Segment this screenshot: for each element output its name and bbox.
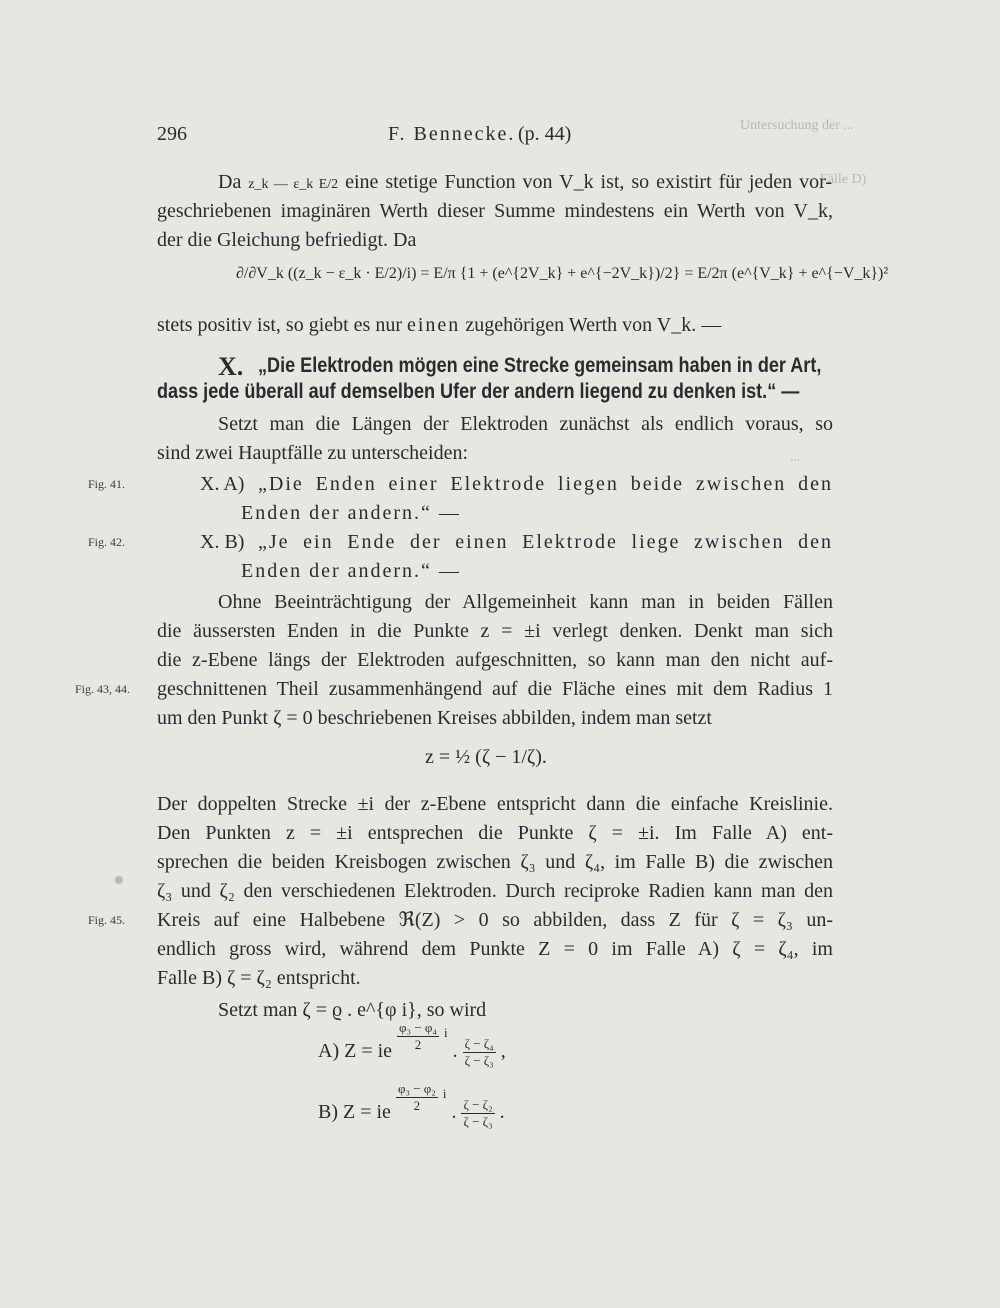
- p1-line3: der die Gleichung befriedigt. Da: [157, 229, 417, 251]
- p5-line4: ζ₃ und ζ₂ den verschiedenen Elektroden. Durch reciproke Radien kann man den: [157, 880, 833, 902]
- bleed-through-text: Untersuchung der ...: [740, 118, 854, 133]
- equation-b: B) Z = ie $\frac{\text{φ₃ − φ₂}}{2}$ $^i$ . $\frac{\text{ζ − ζ₂}}{\text{ζ − ζ₃}}$ .: [318, 1081, 505, 1129]
- p4-line4: geschnittenen Theil zusammenhängend auf die Fläche eines mit dem Radius 1: [157, 678, 833, 700]
- case-b-line2: Enden der andern.“ —: [241, 560, 461, 582]
- section-x-label: X.: [218, 352, 244, 381]
- eq1-mid: = E/π {1 + (e^{2V_k} + e^{−2V_k})/2}: [420, 265, 681, 282]
- eq-a-label: A): [318, 1040, 340, 1063]
- p3-line2: sind zwei Hauptfälle zu unterscheiden:: [157, 442, 468, 464]
- margin-fig-42: Fig. 42.: [88, 535, 126, 549]
- equation-derivative: [236, 262, 888, 286]
- section-x-line1: „Die Elektroden mögen eine Strecke gemeinsam haben in der Art,: [258, 354, 822, 377]
- eq-b-label: B): [318, 1101, 338, 1124]
- p4-line5: um den Punkt ζ = 0 beschriebenen Kreises abbilden, indem man setzt: [157, 707, 712, 729]
- p5-line5: Kreis auf eine Halbebene ℜ(Z) > 0 so abbilden, dass Z für ζ = ζ₃ un-: [157, 909, 833, 931]
- p5-line6: endlich gross wird, während dem Punkte Z = 0 im Falle A) ζ = ζ₄, im: [157, 938, 833, 960]
- margin-fig-41: Fig. 41.: [88, 477, 126, 491]
- equation-mapping: z = ½ (ζ − 1/ζ).: [425, 746, 547, 768]
- section-reference: (p. 44): [518, 123, 572, 145]
- eq-b-exponent: $\frac{\text{φ₃ − φ₂}}{2}$: [397, 1081, 436, 1113]
- eq-a-lhs: Z = ie: [344, 1040, 393, 1063]
- margin-fig-45: Fig. 45.: [88, 913, 126, 927]
- p4-line3: die z-Ebene längs der Elektroden aufgeschnitten, so kann man den nicht auf-: [157, 649, 833, 671]
- page-number: 296: [157, 123, 187, 145]
- p1-line1: Da z_k — ε_k E/2 eine stetige Function von V_k ist, so existirt für jeden vor-: [218, 171, 833, 193]
- equation-a: A) Z = ie $\frac{\text{φ₃ − φ₄}}{2}$ $^i$ . $\frac{\text{ζ − ζ₄}}{\text{ζ − ζ₃}}$ ,: [318, 1020, 506, 1068]
- eq-b-fraction: $\frac{\text{ζ − ζ₂}}{\text{ζ − ζ₃}}$: [463, 1097, 493, 1129]
- eq1-lhs: ∂/∂V_k ((z_k − ε_k · E/2)/i): [236, 265, 417, 282]
- eq-a-fraction: $\frac{\text{ζ − ζ₄}}{\text{ζ − ζ₃}}$: [464, 1036, 494, 1068]
- eq1-rhs: = E/2π (e^{V_k} + e^{−V_k})²: [684, 265, 889, 282]
- p6-line1: Setzt man ζ = ϱ . e^{φ i}, so wird: [218, 999, 487, 1021]
- bleed-through-text: Fälle D): [820, 172, 867, 187]
- p4-line1: Ohne Beeinträchtigung der Allgemeinheit kann man in beiden Fällen: [218, 591, 833, 613]
- section-x-line2: dass jede überall auf demselben Ufer der andern liegend zu denken ist.“ —: [157, 380, 800, 403]
- p5-line2: Den Punkten z = ±i entsprechen die Punkte ζ = ±i. Im Falle A) ent-: [157, 822, 833, 844]
- p2-line1: stets positiv ist, so giebt es nur einen zugehörigen Werth von V_k. —: [157, 314, 722, 336]
- p4-line2: die äussersten Enden in die Punkte z = ±i verlegt denken. Denkt man sich: [157, 620, 833, 642]
- case-a-line2: Enden der andern.“ —: [241, 502, 461, 524]
- p3-line1: Setzt man die Längen der Elektroden zunächst als endlich voraus, so: [218, 413, 833, 435]
- inline-formula: z_k — ε_k E/2: [248, 177, 339, 192]
- p1-line2: geschriebenen imaginären Werth dieser Summe mindestens ein Werth von V_k,: [157, 200, 833, 222]
- margin-fig-43-44: Fig. 43, 44.: [75, 682, 131, 696]
- p5-line1: Der doppelten Strecke ±i der z-Ebene entspricht dann die einfache Kreislinie.: [157, 793, 833, 815]
- case-b-line1: „Je ein Ende der einen Elektrode liege zwischen den: [258, 531, 833, 553]
- paper-spot: [115, 876, 123, 884]
- case-a-label: X. A): [200, 473, 245, 495]
- running-title: F. Bennecke.: [388, 123, 516, 145]
- eq-a-exponent: $\frac{\text{φ₃ − φ₄}}{2}$: [399, 1020, 437, 1052]
- eq-b-lhs: Z = ie: [343, 1101, 391, 1124]
- case-b-label: X. B): [200, 531, 245, 553]
- bleed-through-text: ...: [790, 450, 801, 465]
- case-a-line1: „Die Enden einer Elektrode liegen beide zwischen den: [258, 473, 833, 495]
- p5-line7: Falle B) ζ = ζ₂ entspricht.: [157, 967, 361, 989]
- p5-line3: sprechen die beiden Kreisbogen zwischen ζ₃ und ζ₄, im Falle B) die zwischen: [157, 851, 833, 873]
